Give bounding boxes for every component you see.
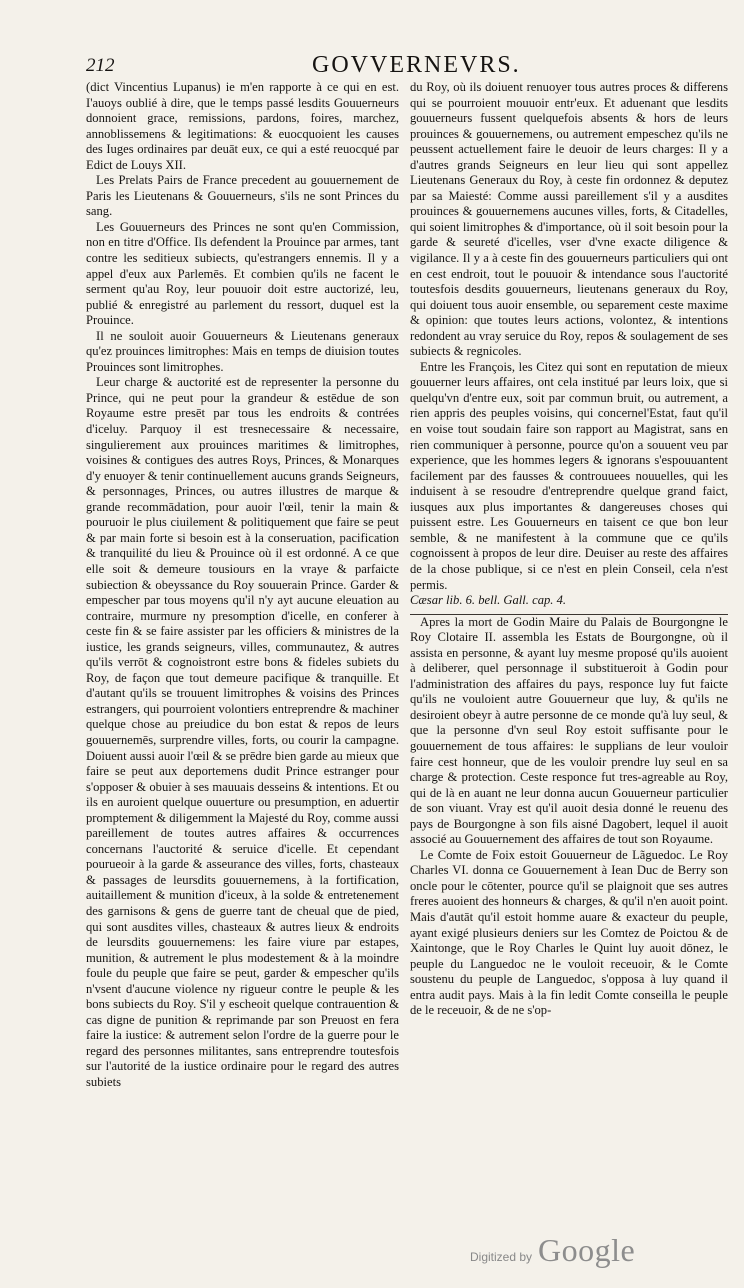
paragraph: Les Prelats Pairs de France precedent au gouuernement de Paris les Lieutenans & Gouuerneurs, s'ils ne sont Princes du sang. [86, 173, 399, 219]
paragraph: Entre les François, les Citez qui sont en reputation de mieux gouuerner leurs affaires, ont cela institué par leurs loix, que si quelqu'vn d'entre eux, soit par commun bruit, ou autrement, a rien appris des peuples voisins, qui concernel'Estat, faut qu'il en voise tout soudain faire son rapport au Magistrat, sans en rien communiquer à personne, pource qu'on a souuent veu par experience, que les hommes legers & ignorans s'espouuantent facilement par des fausses & controuuees nouuelles, qui les induisent à se resoudre d'entreprendre quelque grand faict, iusques aux plus importantes & dangereuses choses qui puissent estre. Les Gouuerneurs en taisent ce que bon leur semble, & ne manifestent à la commune que ce qu'ils cognoissent à propos de leur dire. Deuiser au reste des affaires de la chose publique, si ce n'est en plein Conseil, cela n'est permis. [410, 359, 728, 592]
right-column [410, 80, 728, 1019]
paragraph: Leur charge & auctorité est de representer la personne du Prince, qui ne peut pour la grandeur & estēdue de son Royaume estre presēt par tous les endroits & contrées d'iceluy. Parquoy il est tresnecessaire & necessaire, singulierement aux prouinces maritimes & limitrophes, voisines & contigues des autres Roys, Princes, & Monarques d'y enuoyer & tenir continuellement aucuns grands Seigneurs, & personnages, Princes, ou autres illustres de marque & grande recommādation, pour auoir l'œil, tenir la main & pouruoir le plus ciuilement & politiquement que faire se peut & par main forte si besoin est à la conseruation, pacification & tranquilité du lieu & Prouince où il est ordonné. A ce que elle soit & demeure tousiours en la vraye & parfaicte subiection & obeyssance du Roy souuerain Prince. Garder & empescher par tous moyens qu'il n'y ayt aucune eleuation au contraire, murmure ny presomption d'icelle, en conferer à ceste fin & se faire assister par les officiers & ministres de la iustice, les grands seigneurs, villes, communautez, & autres qu'ils verrōt & cognoistront estre bons & fideles subiets du Roy, de façon que tout demeure pacifique & tranquille. Et d'autant qu'ils se trouuent limitrophes & voisins des Princes estrangers, qui pourroient volontiers entreprendre & machiner quelque chose au preiudice du bon estat & repos de leurs gouuernemēs, surprendre villes, forts, ou courir la campagne. Doiuent aussi auoir l'œil & se prēdre bien garde au mieux que faire se peut aux deportemens dudit Prince estranger pour s'opposer & obuier à ses mauuais desseins & intentions. Et ou ils en auroient quelque ouuerture ou presumption, en aduertir promptement & diligemment la Majesté du Roy, comme aussi pareillement de toutes autres affaires & occurrences concernans l'auctorité & seruice d'icelle. Et cependant pourueoir à la garde & asseurance des villes, forts, chasteaux & passages de leursdits gouuernemens, à la fortification, auitaillement & munition d'iceux, à la solde & entretenement des garnisons & gens de guerre tant de cheual que de pied, qui sont ausdites villes, chasteaux & autres lieux & endroits de leursdits gouuernemens: les faire viure par estapes, munition, & autrement le plus modestement & à la moindre foule du peuple que faire se peut, garder & empescher qu'ils n'vsent d'aucune violence ny rigueur contre le peuple & les bons subiects du Roy. S'il y escheoit quelque contrauention & cas digne de punition & reprimande par son Preuost en fera faire la iustice: & autrement selon l'ordre de la guerre pour le regard des personnes militantes, sans entreprendre toutesfois sur l'autorité de la iustice ordinaire pour le regard des autres subiets [86, 375, 399, 1089]
running-title: GOVVERNEVRS. [312, 52, 521, 78]
left-column [86, 80, 399, 1091]
paragraph: du Roy, où ils doiuent renuoyer tous autres proces & differens qui se pourroient mouuoir entr'eux. Et aduenant que lesdits gouuerneurs fussent quelquefois absents & hors de leurs prouinces & gouuernemens, ou autrement empeschez qu'ils ne peussent actuellement faire le deuoir de leurs charges: Il y a d'autres grands Seigneurs en leur lieu qui sont appellez Lieutenans Generaux du Roy, à ceste fin ordonnez & deputez par sa Maiesté: Comme aussi pareillement s'il y a ausdites prouinces & gouuernemens aucunes villes, forts, & Citadelles, qui soient limitrophes & d'importance, où il soit besoin pour la garde & seureté d'icelles, vser d'vne exacte diligence & vigilance. Il y a à ceste fin des gouuerneurs particuliers qui ont en cest endroit, tout le pouuoir & intendance sous l'auctorité toutesfois desdits gouuerneurs, lieutenans generaux du Roy, qui doiuent tous auoir ensemble, ou separement ceste maxime & opinion: que toutes leurs actions, volontez, & intentions redondent au vray seruice du Roy, repos & soulagement de ses subiects & regnicoles. [410, 80, 728, 359]
paragraph: Apres la mort de Godin Maire du Palais de Bourgongne le Roy Clotaire II. assembla les Estats de Bourgongne, où il assista en personne, & ayant luy mesme proposé qu'ils auoient à deliberer, quel personnage il substitueroit à Godin pour l'administration des affaires du pays, responce luy fut faicte qu'ils ne vouloient autre Gouuerneur que luy, & qu'ils ne desiroient obeyr à autre personne de ce monde qu'à luy seul, & que la personne d'vn seul Roy estoit suffisante pour le gouuernement de tous affaires: le supplians de leur vouloir faire cest honneur, que de les vouloir prendre luy seul en sa charge & protection. Ceste responce fut tres-agreable au Roy, qui de là en auant ne leur donna aucun Gouuerneur particulier de son viuant. Vray est qu'il auoit desia donné le reuenu des pays de Bourgongne à son fils aisné Dagobert, lequel il auoit associé au Gouuernement des affaires de tout son Royaume. [410, 614, 728, 847]
digitized-by-label: Digitized by [470, 1250, 533, 1264]
citation: Cæsar lib. 6. bell. Gall. cap. 4. [410, 593, 567, 608]
paragraph: Le Comte de Foix estoit Gouuerneur de Lãguedoc. Le Roy Charles VI. donna ce Gouuernement à Iean Duc de Berry son oncle pour le cōtenter, pource qu'il se plaignoit que ses autres freres auoient des honneurs & charges, & qu'il n'en auoit point. Mais d'autāt qu'il estoit homme auare & exacteur du peuple, ayant exigé plusieurs deniers sur les Comtez de Poictou & de Xaintonge, que le Roy Charles le Quint luy auoit dōnez, le peuple du Languedoc ne le vouloit receuoir, & le Comte soustenu du peuple de Languedoc, s'opposa à luy quand il entra audit pays. Mais à la fin ledit Comte conseilla le peuple de le receuoir, & de ne s'op- [410, 847, 728, 1018]
paragraph: Les Gouuerneurs des Princes ne sont qu'en Commission, non en titre d'Office. Ils defendent la Prouince par armes, tant contre les seditieux subiects, qu'estrangers ennemis. Il y a appel d'eux aux Parlemēs. Et combien qu'ils ne facent le serment qu'au Roy, leur pouuoir doit estre auctorizé, leu, publié & enregistré au parlement du ressort, duquel est la Prouince. [86, 219, 399, 328]
paragraph: (dict Vincentius Lupanus) ie m'en rapporte à ce qui en est. I'auoys oublié à dire, que le temps passé lesdits Gouuerneurs donnoient grace, remissions, pardons, foires, marchez, annoblissemens & legitimations: & euocquoient les causes des Iuges ordinaires par deuāt eux, ce qui a esté reuocqué par Edict de Louys XII. [86, 80, 399, 172]
page-number: 212 [86, 55, 115, 76]
digitization-footer [470, 1232, 635, 1269]
paragraph: Il ne souloit auoir Gouuerneurs & Lieutenans generaux qu'ez prouinces limitrophes: Mais en temps de diuision toutes Prouinces sont limitrophes. [86, 328, 399, 374]
google-logo: Google [538, 1232, 636, 1268]
